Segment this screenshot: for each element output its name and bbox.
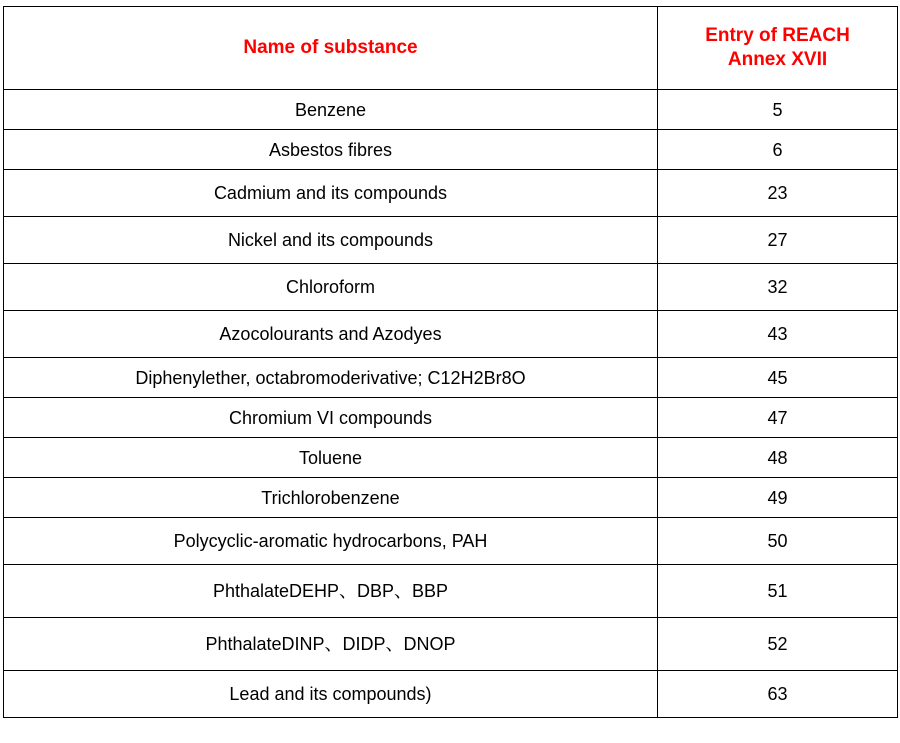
cell-entry-number: 49 (658, 478, 898, 518)
cell-entry-number: 47 (658, 398, 898, 438)
cell-substance-name: Nickel and its compounds (4, 217, 658, 264)
cell-substance-name: Azocolourants and Azodyes (4, 311, 658, 358)
cell-substance-name: Lead and its compounds) (4, 671, 658, 718)
table-row (4, 438, 898, 478)
table-row (4, 130, 898, 170)
cell-entry-number: 63 (658, 671, 898, 718)
table-row (4, 478, 898, 518)
reach-annex-xvii-table (3, 6, 898, 718)
table-row (4, 398, 898, 438)
cell-substance-name: PhthalateDEHP、DBP、BBP (4, 565, 658, 618)
cell-substance-name: Chromium VI compounds (4, 398, 658, 438)
cell-substance-name: PhthalateDINP、DIDP、DNOP (4, 618, 658, 671)
cell-entry-number: 6 (658, 130, 898, 170)
table-row (4, 358, 898, 398)
table-row (4, 311, 898, 358)
cell-substance-name: Diphenylether, octabromoderivative; C12H2Br8O (4, 358, 658, 398)
cell-entry-number: 45 (658, 358, 898, 398)
cell-substance-name: Trichlorobenzene (4, 478, 658, 518)
table-row (4, 170, 898, 217)
table-row (4, 518, 898, 565)
table-row (4, 671, 898, 718)
cell-substance-name: Chloroform (4, 264, 658, 311)
table-row (4, 90, 898, 130)
cell-substance-name: Toluene (4, 438, 658, 478)
table-row (4, 217, 898, 264)
cell-substance-name: Polycyclic-aromatic hydrocarbons, PAH (4, 518, 658, 565)
column-header-entry-of-reach-annex (658, 7, 898, 90)
column-header-entry-line-2: Annex XVII (727, 49, 828, 70)
cell-substance-name: Asbestos fibres (4, 130, 658, 170)
cell-entry-number: 50 (658, 518, 898, 565)
column-header-entry-line-1: Entry of REACH (705, 25, 850, 46)
cell-entry-number: 52 (658, 618, 898, 671)
cell-entry-number: 32 (658, 264, 898, 311)
cell-entry-number: 5 (658, 90, 898, 130)
table-header-row (4, 7, 898, 90)
column-header-name-of-substance: Name of substance (4, 7, 658, 90)
table-body (4, 90, 898, 718)
cell-substance-name: Cadmium and its compounds (4, 170, 658, 217)
cell-entry-number: 23 (658, 170, 898, 217)
table-row (4, 618, 898, 671)
table-row (4, 565, 898, 618)
table-row (4, 264, 898, 311)
cell-entry-number: 48 (658, 438, 898, 478)
cell-entry-number: 43 (658, 311, 898, 358)
cell-entry-number: 51 (658, 565, 898, 618)
table-header (4, 7, 898, 90)
cell-substance-name: Benzene (4, 90, 658, 130)
cell-entry-number: 27 (658, 217, 898, 264)
